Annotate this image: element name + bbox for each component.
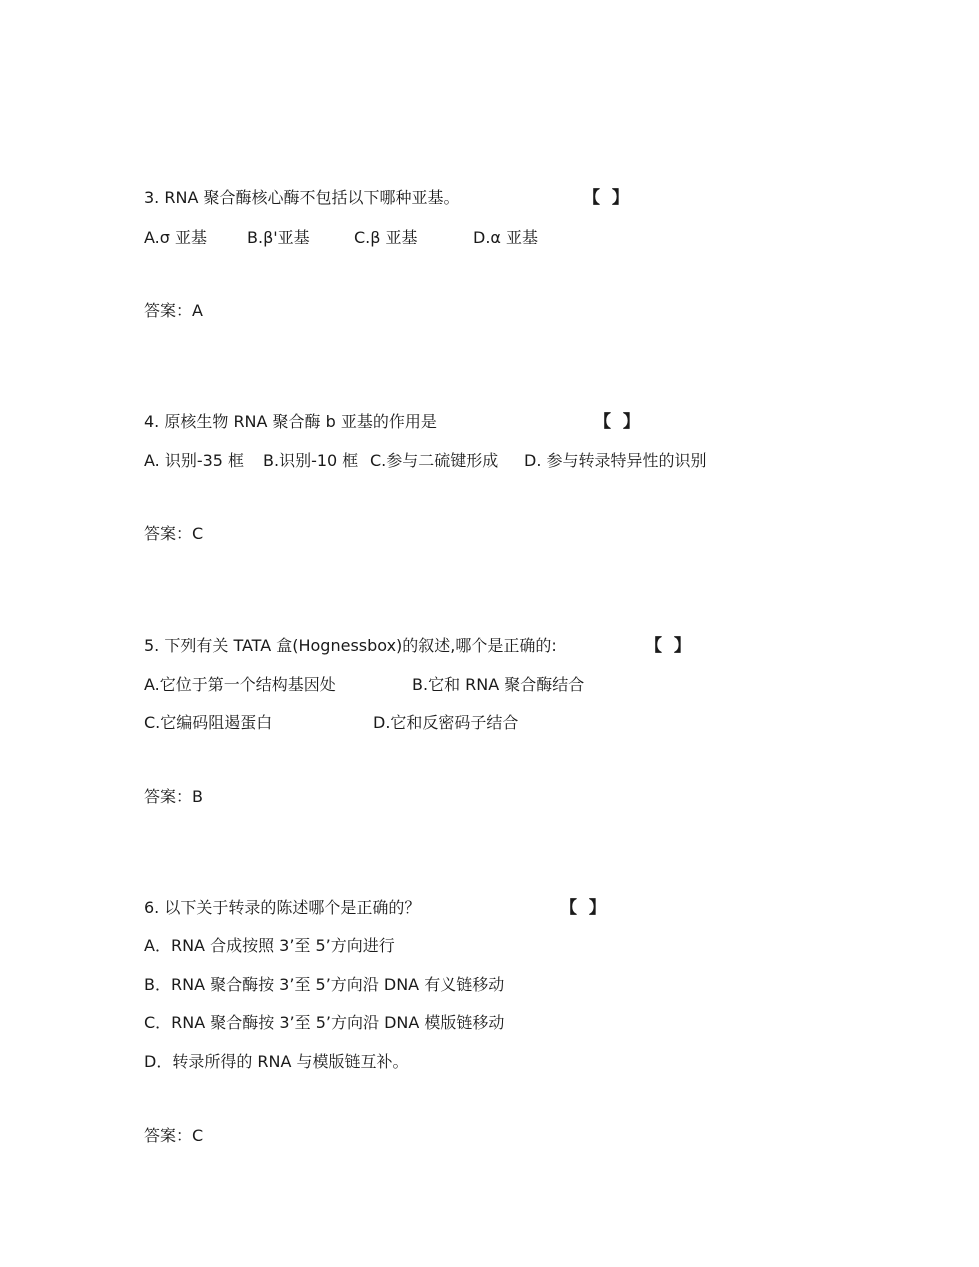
question-5-option-b: B.它和 RNA 聚合酶结合 [412, 675, 585, 694]
question-4-answer: 答案：C [144, 524, 204, 543]
question-3-option-b: B.β'亚基 [247, 228, 310, 247]
question-3-answer: 答案：A [144, 301, 203, 320]
question-5-answer: 答案：B [144, 787, 203, 806]
question-4-answer-bracket: 【 】 [594, 412, 640, 432]
question-5-answer-bracket: 【 】 [645, 636, 691, 656]
question-4-option-a: A. 识别-35 框 [144, 451, 245, 470]
question-6-option-b: B．RNA 聚合酶按 3’至 5’方向沿 DNA 有义链移动 [144, 975, 505, 994]
question-6-stem: 6. 以下关于转录的陈述哪个是正确的？ [144, 898, 421, 917]
question-6-option-d: D．转录所得的 RNA 与模版链互补。 [144, 1052, 409, 1071]
question-3-answer-bracket: 【 】 [583, 188, 629, 208]
question-3-stem: 3. RNA 聚合酶核心酶不包括以下哪种亚基。 [144, 188, 460, 207]
question-6-answer-bracket: 【 】 [560, 898, 606, 918]
question-5-option-c: C.它编码阻遏蛋白 [144, 713, 273, 732]
question-3-option-a: A.σ 亚基 [144, 228, 207, 247]
question-4-stem: 4. 原核生物 RNA 聚合酶 b 亚基的作用是 [144, 412, 437, 431]
question-6-answer: 答案：C [144, 1126, 204, 1145]
question-4-option-c: C.参与二硫键形成 [370, 451, 499, 470]
question-3-option-c: C.β 亚基 [354, 228, 418, 247]
question-5-option-a: A.它位于第一个结构基因处 [144, 675, 336, 694]
question-6-option-c: C．RNA 聚合酶按 3’至 5’方向沿 DNA 模版链移动 [144, 1013, 505, 1032]
question-6-option-a: A．RNA 合成按照 3’至 5’方向进行 [144, 936, 395, 955]
question-3-option-d: D.α 亚基 [473, 228, 539, 247]
question-5-stem: 5. 下列有关 TATA 盒(Hognessbox)的叙述,哪个是正确的: [144, 636, 557, 655]
question-5-option-d: D.它和反密码子结合 [373, 713, 519, 732]
question-4-option-b: B.识别-10 框 [263, 451, 359, 470]
question-4-option-d: D. 参与转录特异性的识别 [524, 451, 707, 470]
